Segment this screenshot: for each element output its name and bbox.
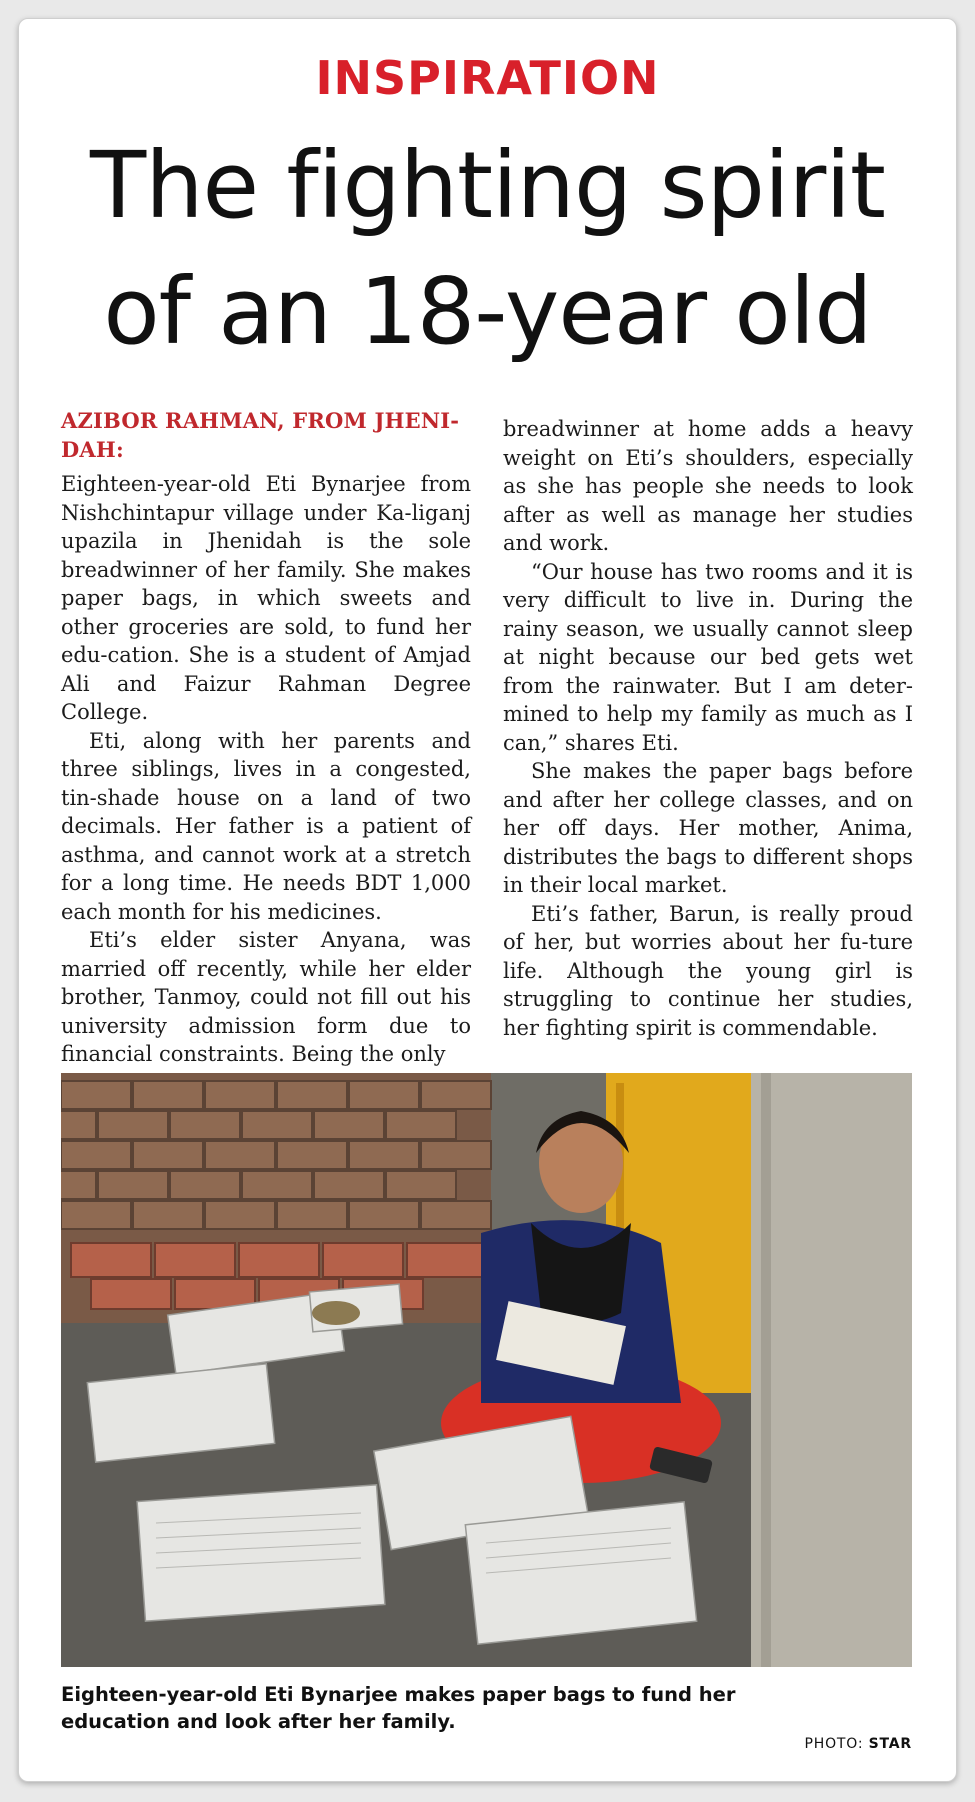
article-column-right (503, 415, 913, 1042)
photo-caption: Eighteen-year-old Eti Bynarjee makes paper bags to fund her education and look after her family. (61, 1683, 736, 1733)
paragraph-6: She makes the paper bags before and after her college classes, and on her off days. Her mother, Anima, distributes the bags to different shops in their local market. (503, 759, 913, 897)
headline-line-1: The fighting spirit (90, 132, 885, 239)
paragraph-1: Eighteen-year-old Eti Bynarjee from Nishchintapur village under Ka-liganj upazila in Jhenidah is the sole breadwinner of her family. She makes paper bags, in which sweets and other groceries are sold, to fund her edu-cation. She is a student of Amjad Ali and Faizur Rahman Degree College. (61, 472, 471, 724)
credit-label: PHOTO: (804, 1736, 864, 1752)
bowl (312, 1301, 360, 1325)
concrete-pillar (751, 1073, 912, 1667)
paragraph-5: “Our house has two rooms and it is very difficult to live in. During the rainy season, we usually cannot sleep at night because our bed gets wet from the rainwater. But I am deter-mined to help my family as much as I can,” shares Eti. (503, 559, 913, 755)
section-label: INSPIRATION (315, 51, 660, 105)
article-photo (61, 1073, 912, 1667)
brick-wall (61, 1073, 491, 1323)
photo-credit (805, 1736, 912, 1752)
byline (61, 407, 471, 464)
article-column-left (61, 407, 471, 1069)
headline (19, 123, 956, 375)
byline-line-2: DAH: (61, 436, 124, 462)
photo-illustration (61, 1073, 912, 1667)
credit-source: STAR (868, 1736, 912, 1752)
byline-line-1: AZIBOR RAHMAN, FROM JHENI- (61, 408, 460, 433)
headline-line-2: of an 18-year old (103, 258, 872, 365)
paragraph-3: Eti’s elder sister Anyana, was married off recently, while her elder brother, Tanmoy, could not fill out his university admission form due to financial constraints. Being the only (61, 928, 471, 1066)
paragraph-2: Eti, along with her parents and three siblings, lives in a congested, tin-shade house on a land of two decimals. Her father is a patient of asthma, and cannot work at a stretch for a long time. He needs BDT 1,000 each month for his medicines. (61, 728, 471, 924)
article-card (18, 18, 957, 1782)
paragraph-7: Eti’s father, Barun, is really proud of her, but worries about her fu-ture life. Although the young girl is struggling to continue her studies, her fighting spirit is commendable. (503, 901, 913, 1040)
paragraph-4: breadwinner at home adds a heavy weight on Eti’s shoulders, especially as she has people she needs to look after as well as manage her studies and work. (503, 417, 913, 555)
